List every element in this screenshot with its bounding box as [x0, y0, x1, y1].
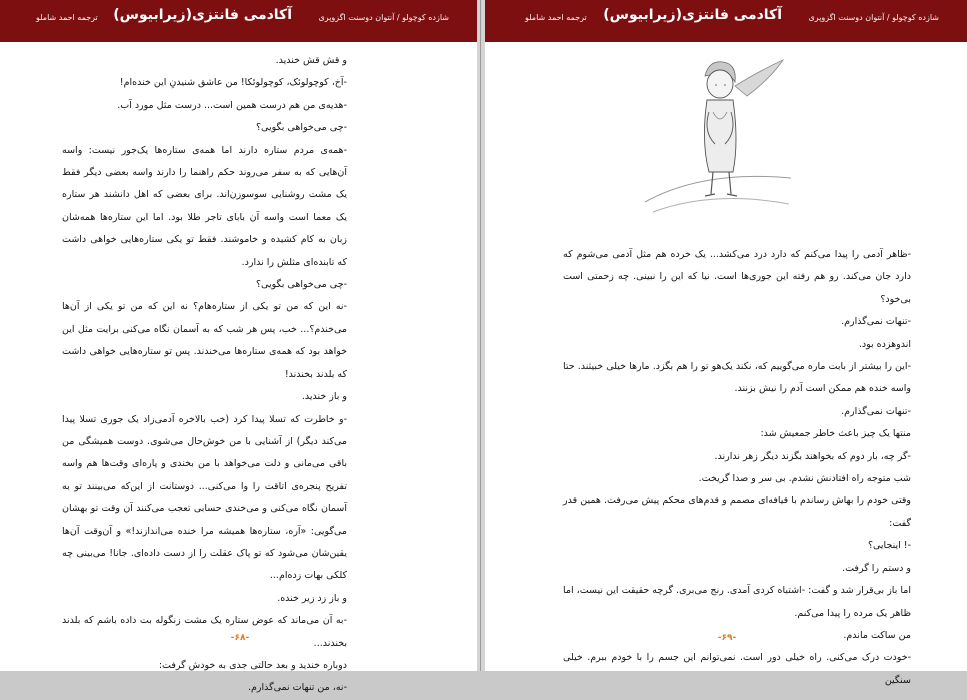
paragraph: -آخ، کوچولوئک، کوچولوئکا! من عاشق شنیدنِ این خنده‌ام! — [119, 77, 347, 89]
site-title: آکادمی فانتزی(زیرابیوس) — [113, 7, 292, 23]
paragraph: و باز زد زیر خنده. — [277, 592, 347, 604]
body-text — [62, 50, 347, 700]
book-title: شازده کوچولو / آنتوان دوسنت اگزوپری — [318, 13, 449, 22]
page-number: -۶۸- — [230, 633, 250, 643]
paragraph: اندوهزده بود. — [858, 338, 911, 350]
paragraph: -چی می‌خواهی بگویی؟ — [255, 122, 347, 134]
paragraph: دوباره خندید و بعد حالتی جدی به خودش گرفت: — [158, 659, 347, 671]
paragraph: -! اینجایی؟ — [867, 540, 911, 552]
book-title: شازده کوچولو / آنتوان دوسنت اگزوپری — [808, 13, 939, 22]
paragraph: -تنهات نمی‌گذارم. — [841, 405, 911, 417]
page-number: -۶۹- — [717, 633, 737, 643]
site-title: آکادمی فانتزی(زیرابیوس) — [603, 7, 782, 23]
page-header — [485, 0, 967, 42]
paragraph: -همه‌ی مردم ستاره دارند اما همه‌ی ستاره‌ها یک‌جور نیست: واسه آن‌هایی که به سفر می‌روند حکم راهنما را دارند واسه بعضی دیگر فقط یک مشت روشنایی سوسوزن‌اند. برای بعضی که اهل دانشند هر ستاره یک معما است واسه آن بابای تاجر طلا بود. اما این ستاره‌ها همه‌شان زبان به کام کشیده و خاموشند. فقط تو یکی ستاره‌هایی خواهی داشت که تابنده‌ای مثلش را ندارد. — [62, 144, 347, 268]
paragraph: -گر چه، بار دوم که بخواهند بگزند دیگر زهر ندارند. — [714, 450, 911, 462]
paragraph: وقتی خودم را بهاش رساندم با قیافه‌ای مصمم و قدم‌های محکم پیش می‌رفت. همین قدر گفت: — [563, 495, 911, 529]
paragraph: -نه این که من تو یکی از ستاره‌هام؟ نه این که من تو یکی از آن‌ها می‌خندم؟... خب، پس هر شب که به آسمان نگاه می‌کنی برایت مثل این خواهد بود که همه‌ی ستاره‌ها می‌خندند. پس تو ستاره‌هایی خواهی داشت که بلدند بخندند! — [62, 301, 347, 380]
paragraph: منتها یک چیز باعث خاطر جمعیش شد: — [760, 428, 911, 440]
paragraph: -تنهات نمی‌گذارم. — [841, 316, 911, 328]
paragraph: -به آن می‌ماند که عوض ستاره یک مشت زنگوله بت داده باشم که بلدند بخندند... — [62, 615, 347, 649]
right-page — [485, 0, 967, 686]
paragraph: -ظاهر آدمی را پیدا می‌کنم که دارد درد می‌کشد... یک خرده هم مثل آدمی می‌شوم که دارد جان می‌کند. رو هم رفته این جوری‌ها است. نیا که این را نبینی. چه زحمتی است بی‌خود؟ — [563, 249, 911, 305]
book-spine — [477, 0, 485, 671]
paragraph: -چی می‌خواهی بگویی؟ — [255, 279, 347, 291]
paragraph: -خودت درک می‌کنی. راه خیلی دور است. نمی‌توانم این جسم را با خودم ببرم. خیلی سنگین — [563, 652, 911, 686]
body-text — [563, 244, 911, 692]
little-prince-illustration — [643, 52, 793, 214]
paragraph: و دستم را گرفت. — [842, 562, 911, 574]
paragraph: اما باز بی‌قرار شد و گفت: -اشتباه کردی آمدی. رنج می‌بری. گرچه حقیقت این نیست، اما ظاهر یک مرده را پیدا می‌کنم. — [563, 585, 911, 619]
paragraph: و باز خندید. — [301, 391, 347, 403]
paragraph: -هدیه‌ی من هم درست همین است... درست مثل مورد آب. — [117, 99, 347, 111]
translator-credit: ترجمه احمد شاملو — [36, 13, 98, 22]
paragraph: -این را بیشتر از بابت ماره می‌گوییم که، نکند یک‌هو تو را هم بگزد. مارها خیلی خبیثند. حتا واسه خنده هم ممکن است آدم را نیش بزنند. — [563, 361, 911, 395]
translator-credit: ترجمه احمد شاملو — [525, 13, 587, 22]
paragraph: -و خاطرت که تسلا پیدا کرد (خب بالاخره آدمی‌زاد یک جوری تسلا پیدا می‌کند دیگر) از آشنایی با من خوش‌حال می‌شوی. دوست همیشگی من باقی می‌مانی و دلت می‌خواهد با من بخندی و پاره‌ای وقت‌ها هم واسه تفریح پنجره‌ی اتاقت را وا می‌کنی... دوستانت از این‌که می‌بینند تو به آسمان نگاه می‌کنی و می‌خندی حسابی تعجب می‌کنند آن وقت تو بهشان می‌گویی: «آره، ستاره‌ها همیشه مرا خنده می‌اندازند!» و آن‌وقت آن‌ها یقین‌شان می‌شود که تو پاک عقلت را از دست داده‌ای. جانا! می‌بینی چه کلکی بهات زده‌ام... — [62, 413, 347, 582]
page-header — [0, 0, 477, 42]
paragraph: من ساکت ماندم. — [843, 629, 911, 641]
paragraph: -نه، من تنهات نمی‌گذارم. — [247, 682, 347, 694]
left-page — [0, 0, 477, 694]
paragraph: و قش قش خندید. — [275, 55, 347, 66]
paragraph: شب متوجه راه افتادنش نشدم. بی سر و صدا گریخت. — [698, 473, 911, 485]
